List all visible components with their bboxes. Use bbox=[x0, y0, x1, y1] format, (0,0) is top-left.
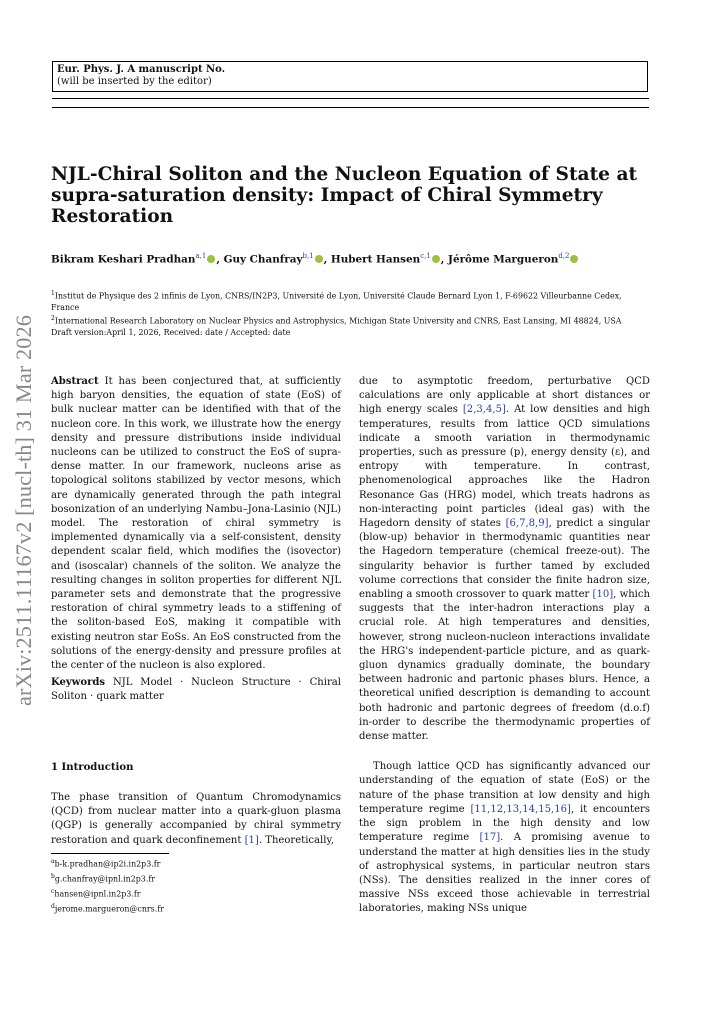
citation-link[interactable]: [17] bbox=[479, 832, 501, 844]
journal-name: Eur. Phys. J. A manuscript No. bbox=[57, 64, 226, 75]
right-column bbox=[359, 375, 650, 917]
section-title-introduction: 1 Introduction bbox=[51, 762, 134, 773]
author-affil-mark[interactable]: c,1 bbox=[420, 252, 431, 260]
footnote-email: $^c$hansen@ipnl.in2p3.fr bbox=[51, 887, 141, 899]
citation-link[interactable]: [1] bbox=[244, 834, 259, 846]
author-name: Guy Chanfray bbox=[223, 253, 303, 266]
footnote-rule bbox=[51, 853, 169, 854]
author-name: Bikram Keshari Pradhan bbox=[51, 253, 196, 266]
affiliation-1: $^1$Institut de Physique des 2 infinis de Lyon, CNRS/IN2P3, Université de Lyon, Université Claude Bernard Lyon 1, F-69622 Villeurbanne Cedex, France bbox=[51, 290, 622, 312]
author-affil-mark[interactable]: a,1 bbox=[195, 252, 207, 260]
keywords-paragraph bbox=[51, 676, 341, 704]
orcid-icon[interactable] bbox=[432, 255, 440, 263]
arxiv-stamp-text: arXiv:2511.11167v2 [nucl-th] 31 Mar 2026 bbox=[11, 314, 36, 706]
keywords-text: NJL Model · Nucleon Structure · Chiral Soliton · quark matter bbox=[51, 677, 341, 703]
footnote-email: $^a$b-k.pradhan@ip2i.in2p3.fr bbox=[51, 858, 161, 869]
author-affil-mark[interactable]: b,1 bbox=[302, 252, 314, 260]
abstract-text: It has been conjectured that, at sufficiently high baryon densities, the equation of state (EoS) of bulk nuclear matter can be identified with that of the nucleon core. In this work, we illustrate how the energy density and pressure distributions inside individual nucleons can be utilized to construct the EoS of supra-dense matter. In our framework, nucleons arise as topological solitons stabilized by vector mesons, which are dynamically generated through the path integral bosonization of an underlying Nambu–Jona-Lasinio (NJL) model. The restoration of chiral symmetry is implemented dynamically via a self-consistent, density dependent scalar field, which modifies the (isovector) and (isoscalar) channels of the soliton. We analyze the resulting changes in soliton properties for different NJL parameter sets and demonstrate that the progressive restoration of chiral symmetry leads to a stiffening of the soliton-based EoS, making it compatible with existing neutron star EoSs. An EoS constructed from the solutions of the energy-density and pressure profiles at the center of the nucleon is also explored. bbox=[51, 376, 342, 672]
header-rule-top bbox=[52, 98, 649, 99]
header-rule-bottom bbox=[52, 107, 649, 108]
affiliations bbox=[51, 288, 651, 338]
journal-header-box bbox=[52, 61, 648, 92]
author-list: Bikram Keshari Pradhan$^{a,1}$ , Guy Chanfray$^{b,1}$ , Hubert Hansen$^{c,1}$ , Jérôme Margueron$^{d,2}$ bbox=[51, 249, 611, 267]
draft-line: Draft version:April 1, 2026, Received: date / Accepted: date bbox=[51, 327, 291, 337]
author-name: Hubert Hansen bbox=[330, 253, 421, 266]
citation-link[interactable]: [2,3,4,5] bbox=[462, 404, 506, 416]
journal-note: (will be inserted by the editor) bbox=[57, 76, 212, 87]
author-affil-mark[interactable]: d,2 bbox=[558, 252, 570, 260]
footnote-email: $^b$g.chanfray@ipnl.in2p3.fr bbox=[51, 872, 156, 884]
abstract-section bbox=[51, 375, 341, 705]
abstract-label: Abstract bbox=[51, 376, 99, 387]
affiliation-2: $^2$International Research Laboratory on Nuclear Physics and Astrophysics, Michigan State University and CNRS, East Lansing, MI 48824, USA bbox=[51, 315, 622, 326]
intro-paragraph: The phase transition of Quantum Chromodynamics (QCD) from nuclear matter into a quark-gluon plasma (QGP) is generally accompanied by chiral symmetry restoration and quark deconfinement [1]. Theoretically, bbox=[51, 792, 341, 846]
footnote-email: $^d$jerome.margueron@cnrs.fr bbox=[51, 902, 164, 914]
paper-title: NJL-Chiral Soliton and the Nucleon Equation of State at supra-saturation density: Impact of Chiral Symmetry Restoration bbox=[51, 164, 638, 227]
citation-link[interactable]: [11,12,13,14,15,16] bbox=[470, 803, 571, 815]
citation-link[interactable]: [10] bbox=[592, 589, 614, 601]
abstract-paragraph bbox=[51, 375, 341, 673]
keywords-label: Keywords bbox=[51, 677, 106, 689]
orcid-icon[interactable] bbox=[207, 255, 215, 263]
citation-link[interactable]: [6,7,8,9] bbox=[505, 518, 549, 530]
right-paragraph-2: Though lattice QCD has significantly advanced our understanding of the equation of state (EoS) or the nature of the phase transition at low density and high temperature regime [11,12,13,14,15,16], it encounters the sign problem in the high density and low temperature regime [17]. A promising avenue to understand the matter at high densities lies in the study of astrophysical systems, in particular neutron stars (NSs). The densities realized in the inner cores of massive NSs exceed those achievable in terrestrial laboratories, making NSs unique bbox=[359, 761, 650, 915]
footnotes bbox=[51, 853, 201, 916]
orcid-icon[interactable] bbox=[315, 255, 323, 263]
orcid-icon[interactable] bbox=[570, 255, 578, 263]
right-paragraph-1: due to asymptotic freedom, perturbative QCD calculations are only applicable at short distances or high energy scales [2,3,4,5]. At low densities and high temperatures, results from lattice QCD simulations indicate a smooth variation in thermodynamic properties, such as pressure (p), energy density (ε), and entropy with temperature. In contrast, phenomenological approaches like the Hadron Resonance Gas (HRG) model, which treats hadrons as non-interacting point particles (ideal gas) with the Hagedorn density of states [6,7,8,9], predict a singular (blow-up) behavior in thermodynamic quantities near the Hagedorn temperature (chemical freeze-out). The singularity behavior is further tamed by excluded volume corrections that consider the finite hadron size, enabling a smooth crossover to quark matter [10], which suggests that the inter-hadron interactions play a crucial role. At high temperatures and densities, however, strong nucleon-nucleon interactions invalidate the HRG's independent-particle picture, and as quark-gluon dynamics gradually dominate, the boundary between hadronic and partonic phases blurs. Hence, a theoretical unified description is demanding to account both hadronic and partonic degrees of freedom (d.o.f) in-order to describe the thermodynamic properties of dense matter. bbox=[359, 376, 651, 743]
author-name: Jérôme Margueron bbox=[448, 253, 559, 266]
arxiv-stamp bbox=[6, 288, 40, 708]
